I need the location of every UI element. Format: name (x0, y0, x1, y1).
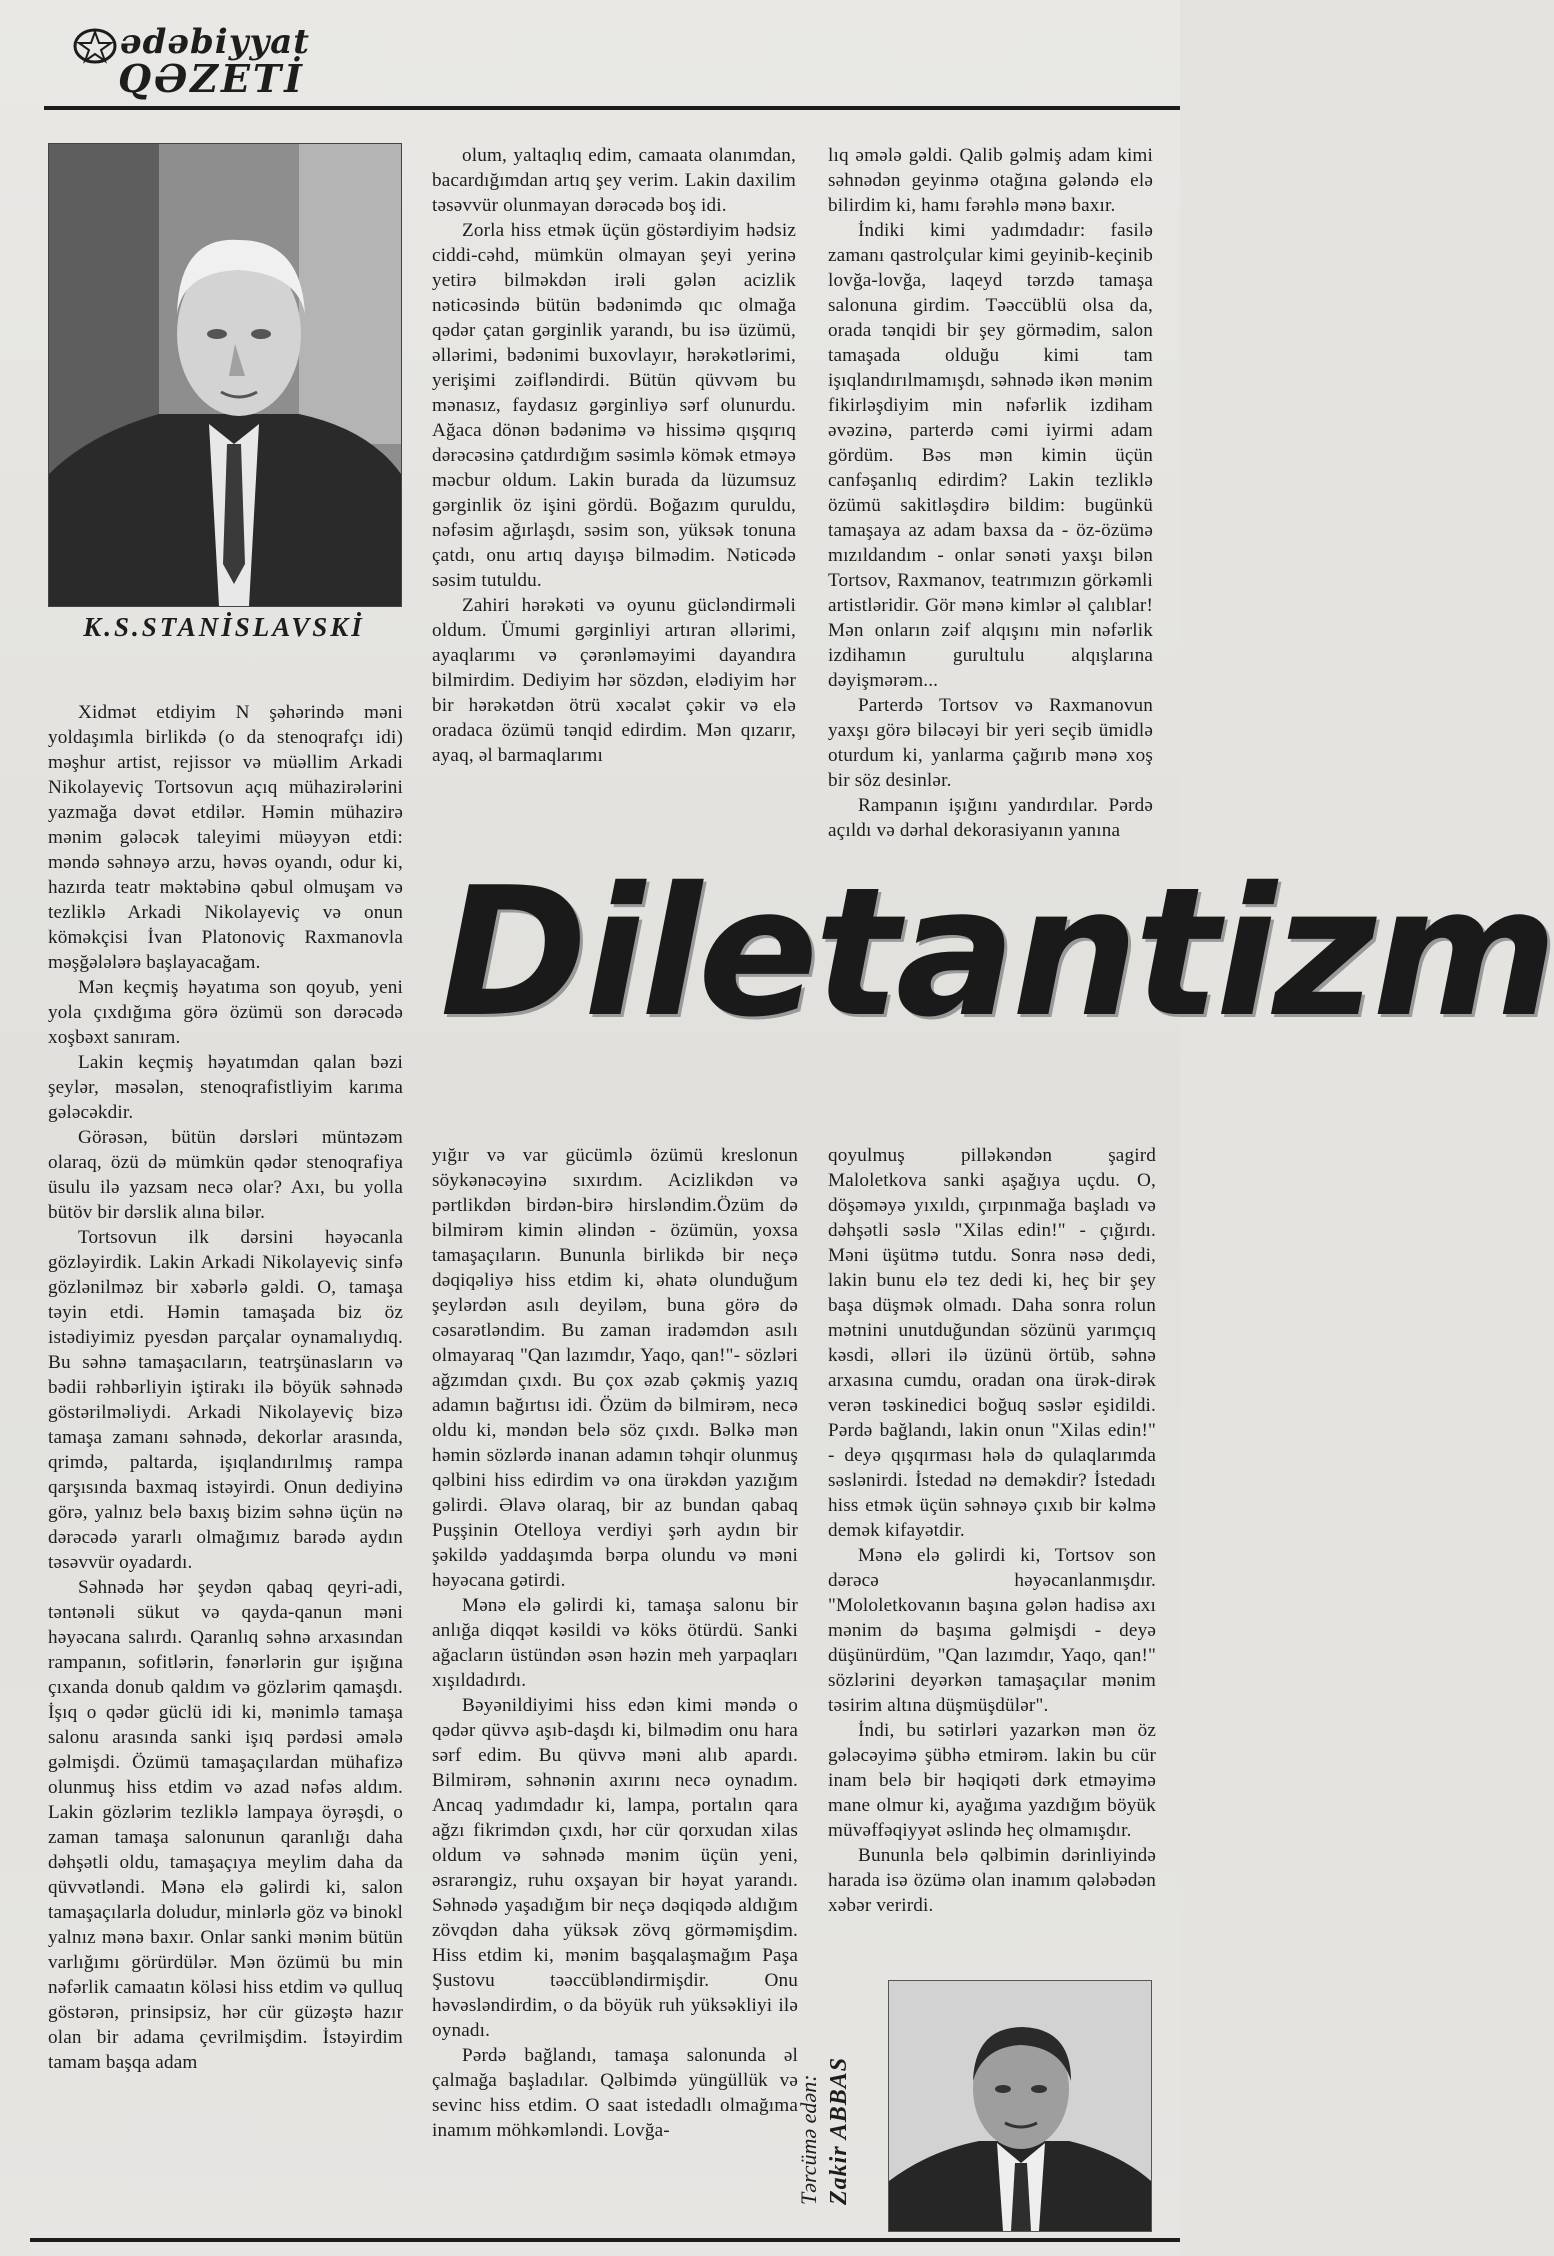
article-column-1 (48, 700, 403, 2235)
paragraph: lıq əmələ gəldi. Qalib gəlmiş adam kimi səhnədən geyinmə otağına gələndə elə bilirdim ki, hamı fərəhlə mənə baxır. (828, 145, 1153, 216)
translator-label: Tərcümə edən: (796, 2074, 821, 2205)
article-column-4 (432, 1143, 798, 2238)
translator-name: Zakir ABBAS (826, 2056, 852, 2205)
masthead-line2: QƏZETİ (118, 56, 305, 101)
paragraph: yığır və var gücümlə özümü kreslonun söykənəcəyinə sıxırdım. Acizlikdən və pərtlikdən birdən-birə hirsləndim.Özüm də bilmirəm kimin əlindən - özümün, yoxsa tamaşaçıların. Bununla birlikdə bir neçə dəqiqəliyə hiss etdim ki, əhatə olunduğum şeylərdən asılı deyiləm, buna görə də cəsarətləndim. Bu zaman iradəmdən asılı olmayaraq "Qan lazımdır, Yaqo, qan!"- sözləri ağzımdan çıxdı. Bu çox əzab çəkmiş yazıq adamın bağırtısı idi. Özüm də bilmirəm, necə oldu ki, məndən belə söz çıxdı. Bəlkə mən həmin sözlərdə inanan adamın təhqir olunmuş qəlbini hiss edirdim və ona ürəkdən yazığım gəlirdi. Əlavə olaraq, bir az bundan qabaq Puşşinin Otelloya verdiyi şərh aydın bir şəkildə yaddaşımda bərpa olundu və məni həyəcana gətirdi. (432, 1145, 798, 1591)
paragraph: Zorla hiss etmək üçün göstərdiyim hədsiz ciddi-cəhd, mümkün olmayan şeyi yerinə yetirə bilməkdən irəli gələn acizlik nəticəsində bütün bədənimdə qıc olmağa qədər çatan gərginlik yarandı, bu isə üzümü, əllərimi, bədənimi buxovlayır, hərəkətlərimi, yerişimi zəifləndirdi. Bütün qüvvəm bu mənasız, faydasız gərginliyə sərf olunurdu. Ağaca dönən bədənimə və hissimə qışqırıq dərəcəsinə çatdırdığım səsimlə kömək etməyə məcbur oldum. Lakin burada da lüzumsuz gərginlik öz işini gördü. Boğazım quruldu, nəfəsim ağırlaşdı, səsim son, yüksək tonuna çatdı, onu artıq dayışə bilmədim. Nəticədə səsim tutuldu. (432, 220, 796, 591)
paragraph: Parterdə Tortsov və Raxmanovun yaxşı görə biləcəyi bir yeri seçib ümidlə oturdum ki, yanlarma çağırıb mənə xoş bir söz desinlər. (828, 695, 1153, 791)
paragraph: Pərdə bağlandı, tamaşa salonunda əl çalmağa başladılar. Qəlbimdə yüngüllük və sevinc hiss etdim. O saat istedadlı olmağıma inamım möhkəmləndi. Lovğa- (432, 2045, 798, 2141)
paragraph: Lakin keçmiş həyatımdan qalan bəzi şeylər, məsələn, stenoqrafistliyim karıma gələcəkdir. (48, 1052, 403, 1123)
masthead-line1: ədəbiyyat (120, 22, 310, 62)
paragraph: Görəsən, bütün dərsləri müntəzəm olaraq, özü də mümkün qədər stenoqrafiya üsulu ilə yazsam necə olar? Axı, bu yolla bütöv bir dərslik alına bilər. (48, 1127, 403, 1223)
paragraph: Tortsovun ilk dərsini həyəcanla gözləyirdik. Lakin Arkadi Nikolayeviç sinfə gözlənilməz bir xəbərlə gəldi. O, tamaşa təyin etdi. Həmin tamaşada biz öz istədiyimiz pyesdən parçalar oynamalıydıq. Bu səhnə tamaşacıların, teatrşünasların və bədii rəhbərliyin iştirakı ilə böyük səhnədə göstərilməliydi. Arkadi Nikolayeviç bizə tamaşa zamanı səhnədə, dekorlar arasında, qrimdə, paltarda, işıqlandırılmış rampa qarşısında baxmaq istəyirdi. Onun dediyinə görə, yalnız belə baxış bizim səhnə üçün nə dərəcədə yararlı olmağımız barədə aydın təsəvvür oyadardı. (48, 1227, 403, 1573)
paragraph: İndi, bu sətirləri yazarkən mən öz gələcəyimə şübhə etmirəm. lakin bu cür inam belə bir həqiqəti dərk etməyimə mane olmur ki, ayağıma yazdığım böyük müvəffəqiyyət əslində heç olmamışdır. (828, 1720, 1156, 1841)
paragraph: Bununla belə qəlbimin dərinliyində harada isə özümə olan inamım qələbədən xəbər verirdi. (828, 1845, 1156, 1916)
portrait-photo (48, 143, 402, 607)
paragraph: qoyulmuş pilləkəndən şagird Maloletkova sanki aşağıya uçdu. O, döşəməyə yıxıldı, çırpınmağa başladı və dəhşətli səslə "Xilas edin!" - çığırdı. Məni üşütmə tutdu. Sonra nəsə dedi, lakin bunu elə tez dedi ki, heç bir şey başa düşmək olmadı. Daha sonra rolun mətnini unutduğundan sözünü yarımçıq kəsdi, əlləri ilə üzünü örtüb, səhnə arxasına cumdu, oradan ona ürək-dirək verən təskinedici boğuq səslər eşidildi. Pərdə bağlandı, lakin onun "Xilas edin!" - deyə qışqırması hələ də qulaqlarımda səslənirdi. İstedad nə deməkdir? İstedadı hiss etmək üçün səhnəyə çıxıb bir kəlmə demək kifayətdir. (828, 1145, 1156, 1541)
paragraph: olum, yaltaqlıq edim, camaata olanımdan, bacardığımdan artıq şey verim. Lakin daxilim təsəvvür olunmayan dərəcədə boş idi. (432, 145, 796, 216)
paragraph: Mənə elə gəlirdi ki, Tortsov son dərəcə həyəcanlanmışdır. "Mololetkovanın başına gələn hadisə axı mənim də başıma gəlmişdi - deyə düşünürdüm, "Qan lazımdır, Yaqo, qan!" sözlərini deyərkən tamaşaçılar mənim təsirim altına düşmüşdülər". (828, 1545, 1156, 1716)
article-column-5 (828, 1143, 1156, 1973)
translator-photo (888, 1980, 1152, 2232)
paragraph: Rampanın işığını yandırdılar. Pərdə açıldı və dərhal dekorasiyanın yanına (828, 795, 1153, 841)
paragraph: Xidmət etdiyim N şəhərində məni yoldaşımla birlikdə (o da stenoqrafçı idi) məşhur artist, rejissor və müəllim Arkadi Nikolayeviç Tortsovun açıq mühazirələrini yazmağa dəvət etdilər. Həmin mühazirə mənim gələcək taleyimi müəyyən etdi: məndə səhnəyə arzu, həvəs oyandı, odur ki, hazırda teatr məktəbinə qəbul olmuşam və tezliklə Arkadi Nikolayeviç və onun köməkçisi İvan Platonoviç Raxmanovla məşğələlərə başlayacağam. (48, 702, 403, 973)
header-rule (44, 106, 1180, 110)
paragraph: Bəyənildiyimi hiss edən kimi məndə o qədər qüvvə aşıb-daşdı ki, bilmədim onu hara sərf edim. Bu qüvvə məni alıb apardı. Bilmirəm, səhnənin axırını necə oynadım. Ancaq yadımdadır ki, lampa, portalın qara ağzı fikrimdən çıxdı, hər cür qorxudan xilas oldum və səhnədə mənim üçün yeni, əsrarəngiz, ruhu oxşayan bir həyat yarandı. Səhnədə yaşadığım bir neçə dəqiqədə aldığım zövqdən daha yüksək zövq görməmişdim. Hiss etdim ki, mənim başqalaşmağım Paşa Şustovu təəccübləndirmişdir. Onu həvəsləndirdim, o da böyük ruh yüksəkliyi ilə oynadı. (432, 1695, 798, 2041)
paragraph: İndiki kimi yadımdadır: fasilə zamanı qastrolçular kimi geyinib-keçinib lovğa-lovğa, laqeyd tərzdə tamaşa salonuna girdim. Təəccüblü olsa da, orada tənqidi bir şey görmədim, salon tamaşada olduğu kimi tam işıqlandırılmamışdı, səhnədə ikən mənim fikirləşdiyim min nəfərlik izdiham əvəzinə, parterdə cəmi iyirmi adam gördüm. Bəs mən kimin üçün canfəşanlıq edirdim? Lakin tezliklə özümü sakitləşdirə bildim: bugünkü tamaşaya az adam baxsa da - öz-özümə mızıldandım - onlar sənəti yaxşı bilən Tortsov, Raxmanov, teatrımızın görkəmli artistləridir. Gör mənə kimlər əl çalıblar! Mən onların zəif alqışını min nəfərlik izdihamın gurultulu alqışlarına dəyişmərəm... (828, 220, 1153, 691)
article-column-3 (828, 143, 1153, 843)
paragraph: Mən keçmiş həyatıma son qoyub, yeni yola çıxdığıma görə özümü son dərəcədə xoşbəxt sanıram. (48, 977, 403, 1048)
translator-credit (794, 1945, 860, 2205)
star-emblem-icon (72, 26, 118, 66)
masthead-logo (72, 20, 332, 100)
photo-caption: K.S.STANİSLAVSKİ (83, 612, 365, 642)
paragraph: Mənə elə gəlirdi ki, tamaşa salonu bir anlığa diqqət kəsildi və köks ötürdü. Sanki ağacların üstündən əsən həzin meh yarpaqları xışıldadırdı. (432, 1595, 798, 1691)
article-headline: Diletantizm (440, 849, 1554, 1056)
paragraph: Səhnədə hər şeydən qabaq qeyri-adi, təntənəli sükut və qayda-qanun məni həyəcana salırdı. Qaranlıq səhnə arxasından rampanın, sofitlərin, fənərlərin gur işığına çıxanda donub qaldım və gözlərim qamaşdı. İşıq o qədər güclü idi ki, mənimlə tamaşa salonu arasında sanki işıq pərdəsi əmələ gəlmişdi. Özümü tamaşaçılardan mühafizə olunmuş hiss etdim və azad nəfəs aldım. Lakin gözlərim tezliklə lampaya öyrəşdi, o zaman tamaşa salonunun qaranlığı daha dəhşətli oldu, tamaşaçıya meylim daha da qüvvətləndi. Mənə elə gəlirdi ki, salon tamaşaçılarla doludur, minlərlə göz və binokl yalnız mənə baxır. Onlar sanki mənim bütün varlığımı görürdülər. Mən özümü bu min nəfərlik camaatın köləsi hiss etdim və qulluq göstərən, prinsipsiz, hər cür güzəştə hazır olan bir adama çevrilmişdim. İstəyirdim tamam başqa adam (48, 1577, 403, 2073)
footer-rule (30, 2238, 1180, 2242)
paragraph: Zahiri hərəkəti və oyunu gücləndirməli oldum. Ümumi gərginliyi artıran əllərimi, ayaqlarımı və çərənləməyimi dayandıra bilmirdim. Dediyim hər sözdən, elədiyim hər bir hərəkətdən ötrü xəcalət çəkir və elə oradaca özümü tənqid edirdim. Mən qızarır, ayaq, əl barmaqlarımı (432, 595, 796, 766)
article-column-2 (432, 143, 796, 843)
